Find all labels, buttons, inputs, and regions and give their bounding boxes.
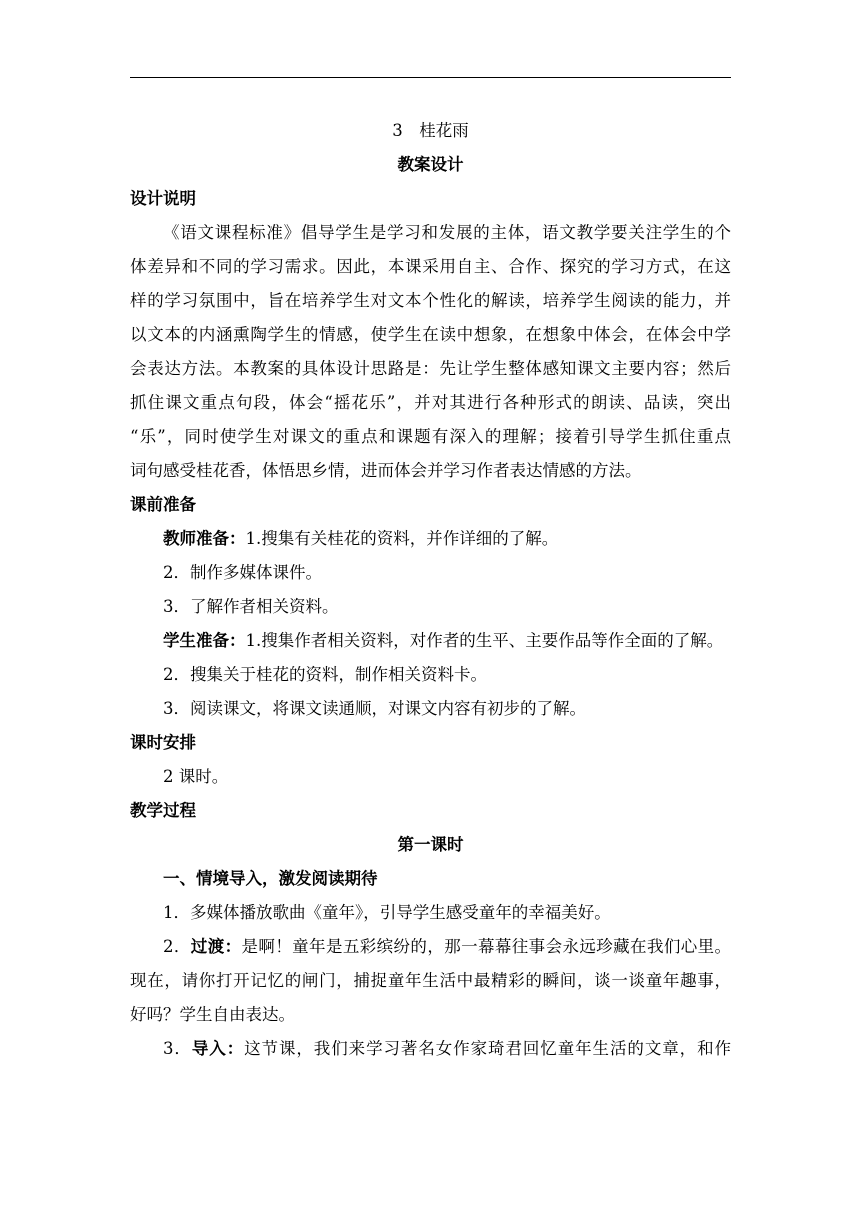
design-notes-line: 《语文课程标准》倡导学生是学习和发展的主体，语文教学要关注学生的个 [163, 223, 731, 242]
student-prep-line [130, 624, 731, 658]
section-heading-schedule: 课时安排 [130, 733, 196, 752]
teacher-prep-item: 2．制作多媒体课件。 [163, 563, 322, 582]
schedule-text: 2 课时。 [163, 767, 229, 786]
design-notes-line: 体差异和不同的学习需求。因此，本课采用自主、合作、探究的学习方式，在这 [130, 257, 731, 276]
document-subtitle: 教案设计 [397, 155, 464, 174]
teacher-prep-label: 教师准备： [163, 529, 246, 548]
step-1: 1．多媒体播放歌曲《童年》，引导学生感受童年的幸福美好。 [163, 903, 611, 922]
step-3-label: 导入： [191, 1039, 245, 1058]
design-notes-line: 以文本的内涵熏陶学生的情感，使学生在读中想象，在想象中体会，在体会中学 [130, 325, 731, 344]
student-prep-label: 学生准备： [163, 631, 246, 650]
step-2-number: 2． [163, 937, 191, 956]
student-prep-item: 2．搜集关于桂花的资料，制作相关资料卡。 [163, 665, 487, 684]
lesson-period-title: 第一课时 [397, 835, 464, 854]
section-heading-design-notes: 设计说明 [130, 189, 196, 208]
step-2-label: 过渡： [190, 937, 242, 956]
step-3-number: 3． [163, 1039, 192, 1058]
design-notes-line: 会表达方法。本教案的具体设计思路是：先让学生整体感知课文主要内容；然后 [130, 359, 731, 378]
student-prep-item: 3．阅读课文，将课文读通顺，对课文内容有初步的了解。 [163, 699, 586, 718]
teacher-prep-line [130, 522, 731, 556]
lesson-title: 3 桂花雨 [392, 121, 469, 140]
design-notes-line: “乐”，同时使学生对课文的重点和课题有深入的理解；接着引导学生抓住重点 [130, 427, 731, 446]
step-2-line [130, 930, 731, 964]
step-2-text: 是啊！童年是五彩缤纷的，那一幕幕往事会永远珍藏在我们心里。 [241, 937, 731, 956]
teacher-prep-item: 1.搜集有关桂花的资料，并作详细的了解。 [245, 529, 559, 548]
part-heading: 一、情境导入，激发阅读期待 [163, 869, 378, 888]
header-rule [130, 77, 731, 78]
step-2-line: 好吗？学生自由表达。 [130, 1005, 295, 1024]
design-notes-line: 词句感受桂花香，体悟思乡情，进而体会并学习作者表达情感的方法。 [130, 461, 642, 480]
teacher-prep-item: 3．了解作者相关资料。 [163, 597, 339, 616]
step-3-line [130, 1032, 731, 1066]
design-notes-line: 样的学习氛围中，旨在培养学生对文本个性化的解读，培养学生阅读的能力，并 [130, 291, 731, 310]
section-heading-preparation: 课前准备 [130, 495, 196, 514]
document-body [130, 114, 731, 1066]
student-prep-item: 1.搜集作者相关资料，对作者的生平、主要作品等作全面的了解。 [245, 631, 724, 650]
design-notes-line: 抓住课文重点句段，体会“摇花乐”，并对其进行各种形式的朗读、品读，突出 [130, 393, 731, 412]
step-3-text: 这节课，我们来学习著名女作家琦君回忆童年生活的文章，和作 [244, 1039, 731, 1058]
section-heading-process: 教学过程 [130, 801, 196, 820]
step-2-line: 现在，请你打开记忆的闸门，捕捉童年生活中最精彩的瞬间，谈一谈童年趣事， [130, 971, 731, 990]
